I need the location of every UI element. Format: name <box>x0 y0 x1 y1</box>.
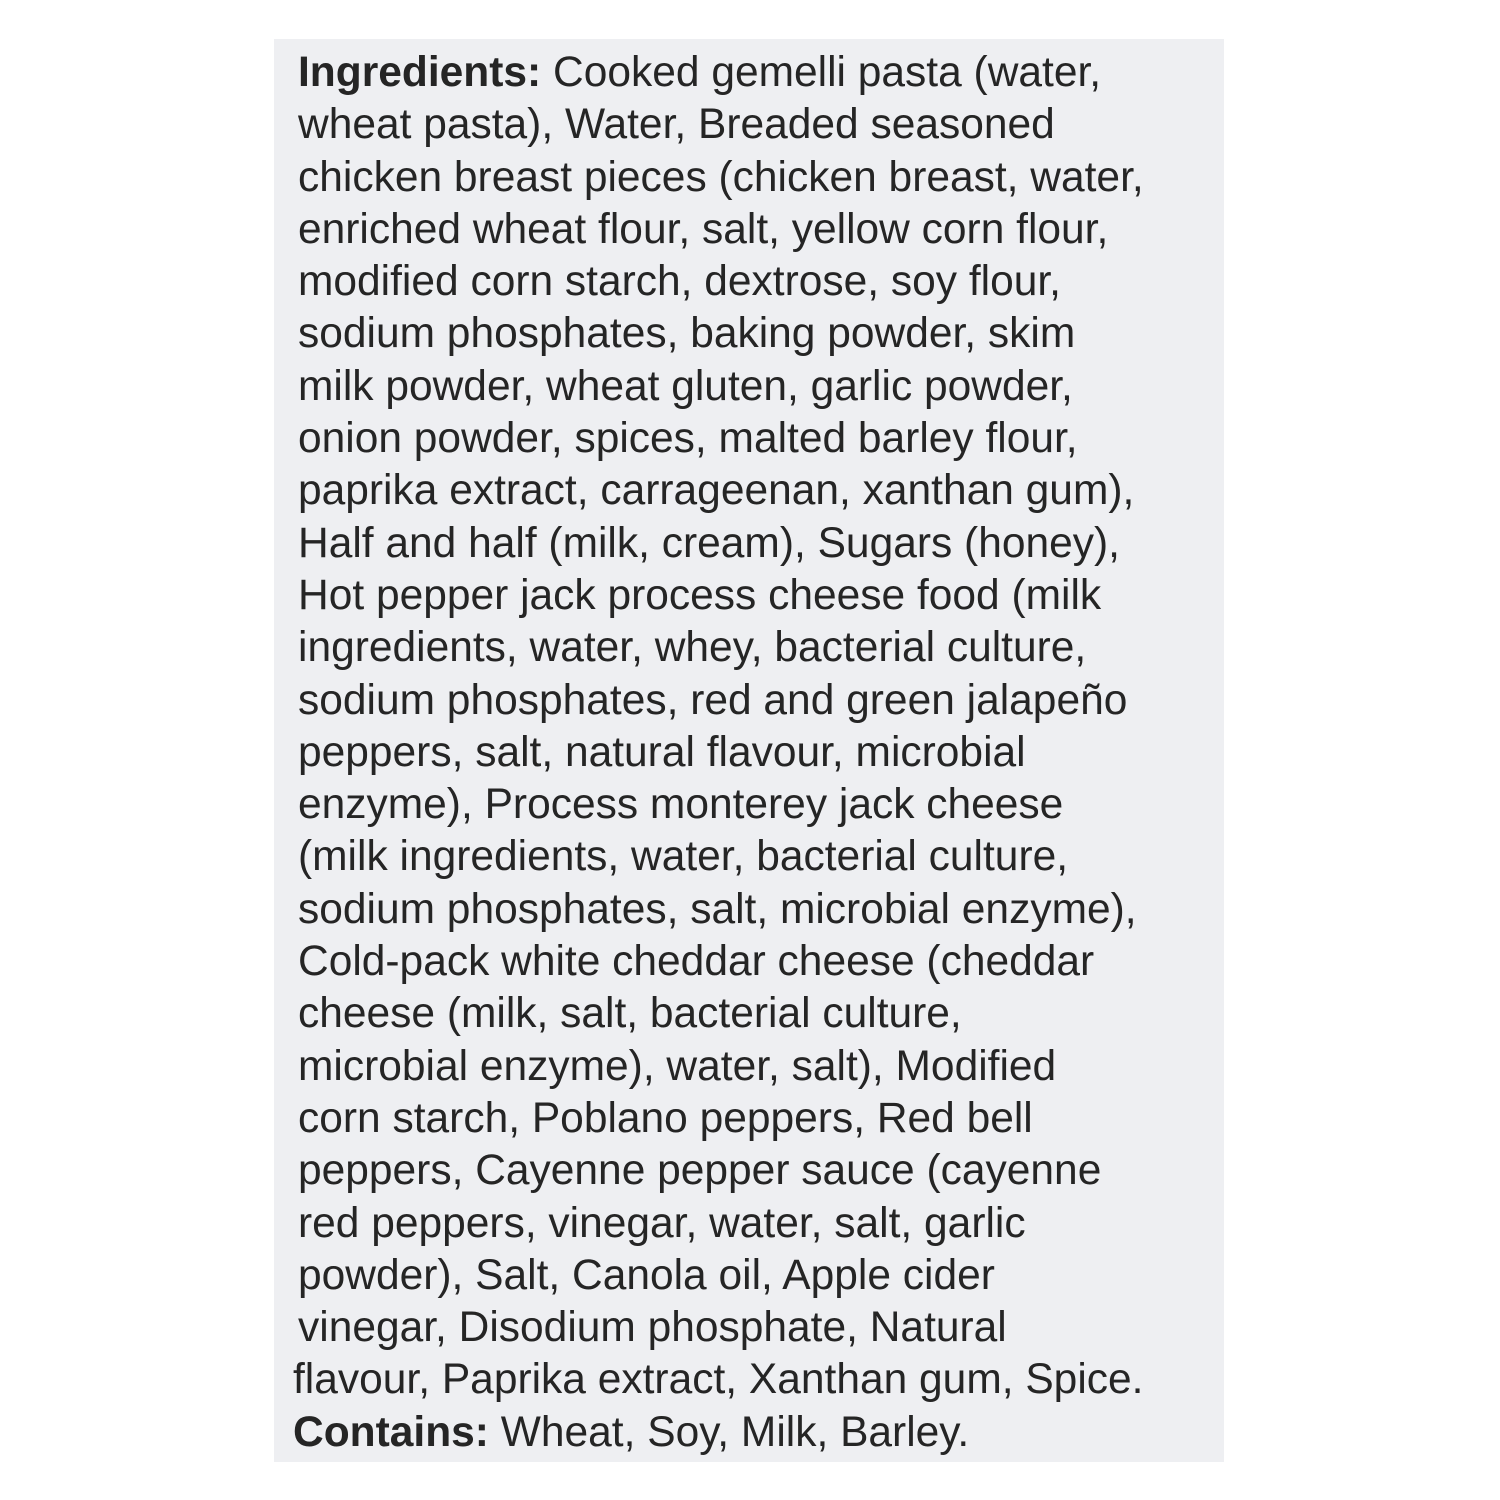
ingredients-line: Hot pepper jack process cheese food (milk <box>298 571 1102 619</box>
ingredients-line: vinegar, Disodium phosphate, Natural <box>298 1304 1007 1352</box>
ingredients-line: chicken breast pieces (chicken breast, water, <box>298 153 1144 201</box>
ingredients-heading: Ingredients: <box>298 49 542 96</box>
ingredients-line: Cold-pack white cheddar cheese (cheddar <box>298 938 1095 986</box>
allergen-list: Wheat, Soy, Milk, Barley. <box>488 1408 970 1456</box>
contains-heading: Contains: <box>293 1408 489 1456</box>
ingredients-line: microbial enzyme), water, salt), Modified <box>298 1042 1057 1090</box>
ingredients-line: modified corn starch, dextrose, soy flour, <box>298 258 1061 306</box>
ingredients-line: cheese (milk, salt, bacterial culture, <box>298 990 962 1038</box>
ingredients-line: milk powder, wheat gluten, garlic powder, <box>298 362 1073 410</box>
ingredients-line: sodium phosphates, salt, microbial enzyme), <box>298 885 1137 933</box>
ingredients-line: enriched wheat flour, salt, yellow corn flour, <box>298 205 1109 253</box>
ingredients-line: sodium phosphates, red and green jalapeño <box>298 676 1128 724</box>
ingredients-line: ingredients, water, whey, bacterial culture, <box>298 624 1087 672</box>
ingredients-line: paprika extract, carrageenan, xanthan gum), <box>298 467 1135 515</box>
ingredients-line: corn starch, Poblano peppers, Red bell <box>298 1094 1033 1142</box>
ingredients-line: Half and half (milk, cream), Sugars (honey), <box>298 519 1120 567</box>
ingredients-label-panel <box>274 39 1224 1462</box>
ingredients-line: sodium phosphates, baking powder, skim <box>298 310 1076 358</box>
ingredients-statement <box>293 47 1228 1459</box>
contains-line <box>293 1407 1228 1459</box>
ingredients-line: powder), Salt, Canola oil, Apple cider <box>298 1251 995 1299</box>
ingredients-line: red peppers, vinegar, water, salt, garlic <box>298 1199 1026 1247</box>
ingredients-line: wheat pasta), Water, Breaded seasoned <box>298 101 1055 149</box>
ingredients-line: peppers, salt, natural flavour, microbial <box>298 728 1026 776</box>
ingredients-line: Ingredients: Cooked gemelli pasta (water, <box>298 49 1102 96</box>
ingredients-line: (milk ingredients, water, bacterial culture, <box>298 833 1069 881</box>
ingredients-line: onion powder, spices, malted barley flour, <box>298 415 1078 463</box>
ingredients-line: flavour, Paprika extract, Xanthan gum, Spice. <box>293 1356 1144 1404</box>
ingredients-line: enzyme), Process monterey jack cheese <box>298 781 1064 829</box>
ingredients-line: peppers, Cayenne pepper sauce (cayenne <box>298 1147 1102 1195</box>
